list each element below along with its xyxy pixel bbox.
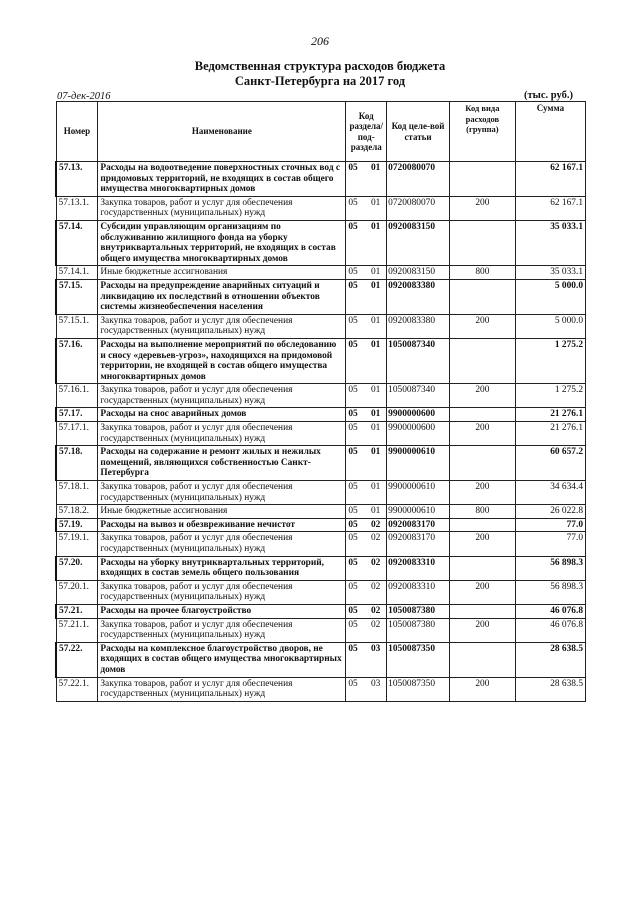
row-target-code: 1050087340 [387,384,450,408]
row-expense-group [449,518,515,532]
table-row [56,518,586,532]
page-number: 206 [311,34,329,48]
row-name: Иные бюджетные ассигнования [98,505,346,519]
row-expense-group: 200 [449,196,515,220]
table-row [56,481,586,505]
subsection-code: 01 [370,423,381,434]
row-name: Закупка товаров, работ и услуг для обеспечения государственных (муниципальных) нужд [98,677,346,701]
row-number: 57.15.1. [56,314,98,338]
row-sum: 21 276.1 [515,408,585,422]
row-name: Расходы на содержание и ремонт жилых и нежилых помещений, являющихся собственностью Санкт-Петербурга [98,446,346,481]
table-row [56,532,586,556]
row-number: 57.16. [56,338,98,383]
row-expense-group: 800 [449,505,515,519]
subsection-code: 01 [370,280,381,291]
table-row [56,162,586,197]
row-sum: 28 638.5 [515,642,585,677]
row-number: 57.16.1. [56,384,98,408]
row-number: 57.21. [56,604,98,618]
header-group: Код вида расходов (группа) [449,102,515,162]
subsection-code: 02 [370,533,381,544]
section-code: 05 [348,339,358,350]
row-target-code: 0920083310 [387,580,450,604]
row-number: 57.17.1. [56,422,98,446]
section-code: 05 [348,221,358,232]
row-section-code [346,338,387,383]
row-target-code: 9900000610 [387,505,450,519]
row-sum: 56 898.3 [515,556,585,580]
row-number: 57.22.1. [56,677,98,701]
row-expense-group [449,220,515,265]
row-section-code [346,408,387,422]
title-line-2: Санкт-Петербурга на 2017 год [234,74,406,88]
section-code: 05 [348,423,358,434]
row-section-code [346,220,387,265]
table-row [56,408,586,422]
row-target-code: 1050087380 [387,618,450,642]
row-target-code: 1050087380 [387,604,450,618]
row-expense-group [449,338,515,383]
row-expense-group: 200 [449,618,515,642]
row-number: 57.18.2. [56,505,98,519]
row-name: Расходы на комплексное благоустройство дворов, не входящих в состав общего имущества многоквартирных домов [98,642,346,677]
section-code: 05 [348,163,358,173]
row-number: 57.17. [56,408,98,422]
row-name: Расходы на вывоз и обезвреживание нечистот [98,518,346,532]
table-row [56,196,586,220]
section-code: 05 [348,409,358,420]
table-row [56,642,586,677]
row-sum: 46 076.8 [515,604,585,618]
row-name: Субсидии управляющим организациям по обслуживанию жилищного фонда на уборку внутриквартальных территорий, не входящих в состав общего имущества многоквартирных домов [98,220,346,265]
subsection-code: 01 [370,221,381,232]
row-sum: 5 000.0 [515,279,585,314]
row-target-code: 1050087350 [387,642,450,677]
section-code: 05 [348,533,358,544]
row-expense-group: 200 [449,481,515,505]
row-expense-group [449,556,515,580]
section-code: 05 [348,447,358,458]
section-code: 05 [348,605,358,616]
section-code: 05 [348,643,358,654]
section-code: 05 [348,557,358,568]
row-sum: 21 276.1 [515,422,585,446]
row-name: Расходы на водоотведение поверхностных сточных вод с придомовых территорий, не входящих в состав общего имущества многоквартирных домов [98,162,346,197]
row-expense-group: 200 [449,384,515,408]
row-name: Иные бюджетные ассигнования [98,266,346,280]
table-row [56,338,586,383]
subsection-code: 01 [370,267,381,278]
row-section-code [346,481,387,505]
row-section-code [346,384,387,408]
table-row [56,505,586,519]
row-sum: 62 167.1 [515,196,585,220]
header-sum: Сумма [515,102,585,162]
table-body [56,162,586,702]
row-target-code: 1050087340 [387,338,450,383]
subsection-code: 01 [370,339,381,350]
row-name: Закупка товаров, работ и услуг для обеспечения государственных (муниципальных) нужд [98,481,346,505]
row-expense-group: 200 [449,580,515,604]
row-target-code: 0920083380 [387,314,450,338]
row-sum: 60 657.2 [515,446,585,481]
row-sum: 62 167.1 [515,162,585,197]
header-target: Код целе-вой статьи [387,102,450,162]
section-code: 05 [348,581,358,592]
title-line-1: Ведомственная структура расходов бюджета [194,59,446,73]
row-section-code [346,446,387,481]
row-target-code: 9900000600 [387,422,450,446]
row-section-code [346,505,387,519]
table-row [56,422,586,446]
row-number: 57.21.1. [56,618,98,642]
budget-table [55,101,586,702]
row-number: 57.18.1. [56,481,98,505]
section-code: 05 [348,280,358,291]
row-sum: 46 076.8 [515,618,585,642]
row-expense-group [449,279,515,314]
row-number: 57.20. [56,556,98,580]
row-number: 57.13. [56,162,98,197]
row-section-code [346,266,387,280]
row-sum: 35 033.1 [515,220,585,265]
section-code: 05 [348,519,358,530]
row-section-code [346,580,387,604]
row-name: Закупка товаров, работ и услуг для обеспечения государственных (муниципальных) нужд [98,314,346,338]
row-target-code: 0920083150 [387,220,450,265]
row-sum: 1 275.2 [515,384,585,408]
table-row [56,677,586,701]
table-row [56,279,586,314]
subsection-code: 02 [370,519,381,530]
table-row [56,384,586,408]
row-sum: 56 898.3 [515,580,585,604]
row-sum: 26 022.8 [515,505,585,519]
row-name: Закупка товаров, работ и услуг для обеспечения государственных (муниципальных) нужд [98,532,346,556]
section-code: 05 [348,315,358,326]
currency-unit: (тыс. руб.) [524,90,573,101]
row-section-code [346,642,387,677]
row-target-code: 1050087350 [387,677,450,701]
row-target-code: 0920083310 [387,556,450,580]
row-sum: 28 638.5 [515,677,585,701]
row-expense-group [449,604,515,618]
row-name: Закупка товаров, работ и услуг для обеспечения государственных (муниципальных) нужд [98,196,346,220]
row-target-code: 0920083150 [387,266,450,280]
row-name: Расходы на снос аварийных домов [98,408,346,422]
row-name: Расходы на прочее благоустройство [98,604,346,618]
table-row [56,266,586,280]
table-row [56,220,586,265]
subsection-code: 01 [370,482,381,493]
section-code: 05 [348,678,358,689]
row-target-code: 0920083380 [387,279,450,314]
row-expense-group: 200 [449,677,515,701]
row-section-code [346,518,387,532]
row-number: 57.19.1. [56,532,98,556]
subsection-code: 02 [370,619,381,630]
subsection-code: 01 [370,197,381,208]
row-section-code [346,618,387,642]
table-row [56,604,586,618]
row-number: 57.14.1. [56,266,98,280]
row-expense-group [449,162,515,197]
table-row [56,618,586,642]
section-code: 05 [348,267,358,278]
row-number: 57.13.1. [56,196,98,220]
table-row [56,314,586,338]
row-target-code: 0720080070 [387,162,450,197]
row-section-code [346,532,387,556]
row-name: Закупка товаров, работ и услуг для обеспечения государственных (муниципальных) нужд [98,618,346,642]
row-number: 57.22. [56,642,98,677]
subsection-code: 01 [370,315,381,326]
row-number: 57.14. [56,220,98,265]
row-target-code: 0920083170 [387,532,450,556]
table-row [56,446,586,481]
row-expense-group: 200 [449,422,515,446]
subsection-code: 02 [370,557,381,568]
subsection-code: 03 [370,678,381,689]
header-name: Наименование [98,102,346,162]
row-sum: 5 000.0 [515,314,585,338]
document-date: 07-дек-2016 [57,91,111,102]
subsection-code: 01 [370,409,381,420]
row-section-code [346,556,387,580]
row-expense-group [449,642,515,677]
subsection-code: 02 [370,581,381,592]
row-section-code [346,422,387,446]
row-number: 57.19. [56,518,98,532]
section-code: 05 [348,482,358,493]
row-number: 57.15. [56,279,98,314]
subsection-code: 01 [370,163,381,173]
row-target-code: 9900000610 [387,481,450,505]
document-title [0,59,640,89]
row-expense-group: 800 [449,266,515,280]
row-name: Расходы на предупреждение аварийных ситуаций и ликвидацию их последствий в отношении объектов системы жизнеобеспечения населения [98,279,346,314]
row-name: Закупка товаров, работ и услуг для обеспечения государственных (муниципальных) нужд [98,384,346,408]
section-code: 05 [348,506,358,517]
row-target-code: 0920083170 [387,518,450,532]
row-name: Расходы на уборку внутриквартальных территорий, входящих в состав земель общего пользования [98,556,346,580]
subsection-code: 01 [370,506,381,517]
row-sum: 77.0 [515,532,585,556]
row-sum: 77.0 [515,518,585,532]
row-expense-group: 200 [449,532,515,556]
table-row [56,580,586,604]
section-code: 05 [348,619,358,630]
row-section-code [346,677,387,701]
row-target-code: 0720080070 [387,196,450,220]
row-section-code [346,162,387,197]
row-expense-group [449,446,515,481]
row-expense-group [449,408,515,422]
subsection-code: 01 [370,385,381,396]
row-sum: 34 634.4 [515,481,585,505]
row-name: Расходы на выполнение мероприятий по обследованию и сносу «деревьев-угроз», находящихся на придомовой территории, не входящей в состав общего имущества многоквартирных домов [98,338,346,383]
row-target-code: 9900000600 [387,408,450,422]
table-row [56,556,586,580]
header-number: Номер [56,102,98,162]
row-target-code: 9900000610 [387,446,450,481]
row-name: Закупка товаров, работ и услуг для обеспечения государственных (муниципальных) нужд [98,580,346,604]
row-section-code [346,196,387,220]
subsection-code: 01 [370,447,381,458]
row-name: Закупка товаров, работ и услуг для обеспечения государственных (муниципальных) нужд [98,422,346,446]
subsection-code: 02 [370,605,381,616]
section-code: 05 [348,385,358,396]
row-number: 57.18. [56,446,98,481]
row-number: 57.20.1. [56,580,98,604]
header-section: Код раздела/ под-раздела [346,102,387,162]
row-section-code [346,604,387,618]
row-section-code [346,279,387,314]
row-expense-group: 200 [449,314,515,338]
row-sum: 35 033.1 [515,266,585,280]
row-section-code [346,314,387,338]
row-sum: 1 275.2 [515,338,585,383]
subsection-code: 03 [370,643,381,654]
section-code: 05 [348,197,358,208]
table-header-row [56,102,586,162]
